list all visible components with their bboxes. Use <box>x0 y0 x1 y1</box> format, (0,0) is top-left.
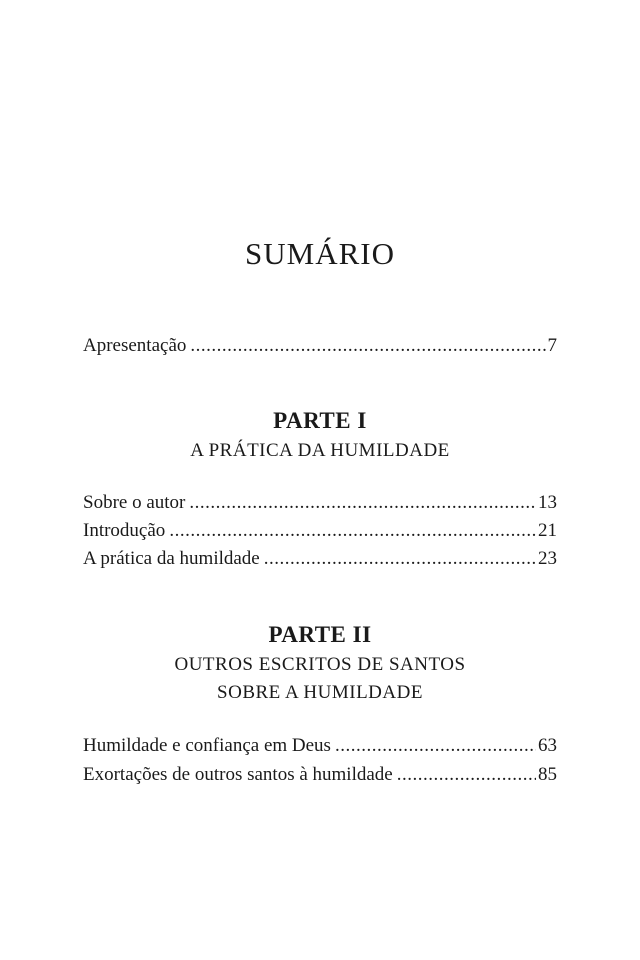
toc-entry-label: Exortações de outros santos à humildade <box>83 764 393 785</box>
toc-entry-page: 23 <box>538 548 557 569</box>
toc-entry-page: 21 <box>538 520 557 541</box>
toc-entry-label: A prática da humildade <box>83 548 260 569</box>
toc-entry-page: 85 <box>538 764 557 785</box>
dot-leader <box>397 763 536 787</box>
toc-entry-apresentacao <box>83 334 557 358</box>
dot-leader <box>264 547 536 571</box>
toc-entry-introducao <box>83 519 557 543</box>
toc-entry-humildade-e-confianca <box>83 734 557 758</box>
dot-leader <box>190 334 545 358</box>
toc-entry-label: Introdução <box>83 520 166 541</box>
part-1-heading: PARTE I <box>273 408 367 433</box>
dot-leader <box>169 519 536 543</box>
dot-leader <box>189 491 536 515</box>
toc-entry-page: 7 <box>547 335 557 356</box>
toc-entry-label: Sobre o autor <box>83 492 186 513</box>
toc-entry-page: 13 <box>538 492 557 513</box>
page-title: SUMÁRIO <box>245 236 395 271</box>
toc-entry-sobre-o-autor <box>83 491 557 515</box>
part-2-heading: PARTE II <box>268 622 372 647</box>
part-2-subtitle-line-1: OUTROS ESCRITOS DE SANTOS <box>174 654 466 675</box>
toc-entry-label: Apresentação <box>83 335 187 356</box>
toc-entry-page: 63 <box>538 735 557 756</box>
toc-entry-a-pratica-da-humildade <box>83 547 557 571</box>
part-1-subtitle: A PRÁTICA DA HUMILDADE <box>190 440 450 461</box>
dot-leader <box>335 734 536 758</box>
part-2-subtitle-line-2: SOBRE A HUMILDADE <box>217 682 423 703</box>
toc-entry-label: Humildade e confiança em Deus <box>83 735 331 756</box>
toc-entry-exortacoes <box>83 763 557 787</box>
